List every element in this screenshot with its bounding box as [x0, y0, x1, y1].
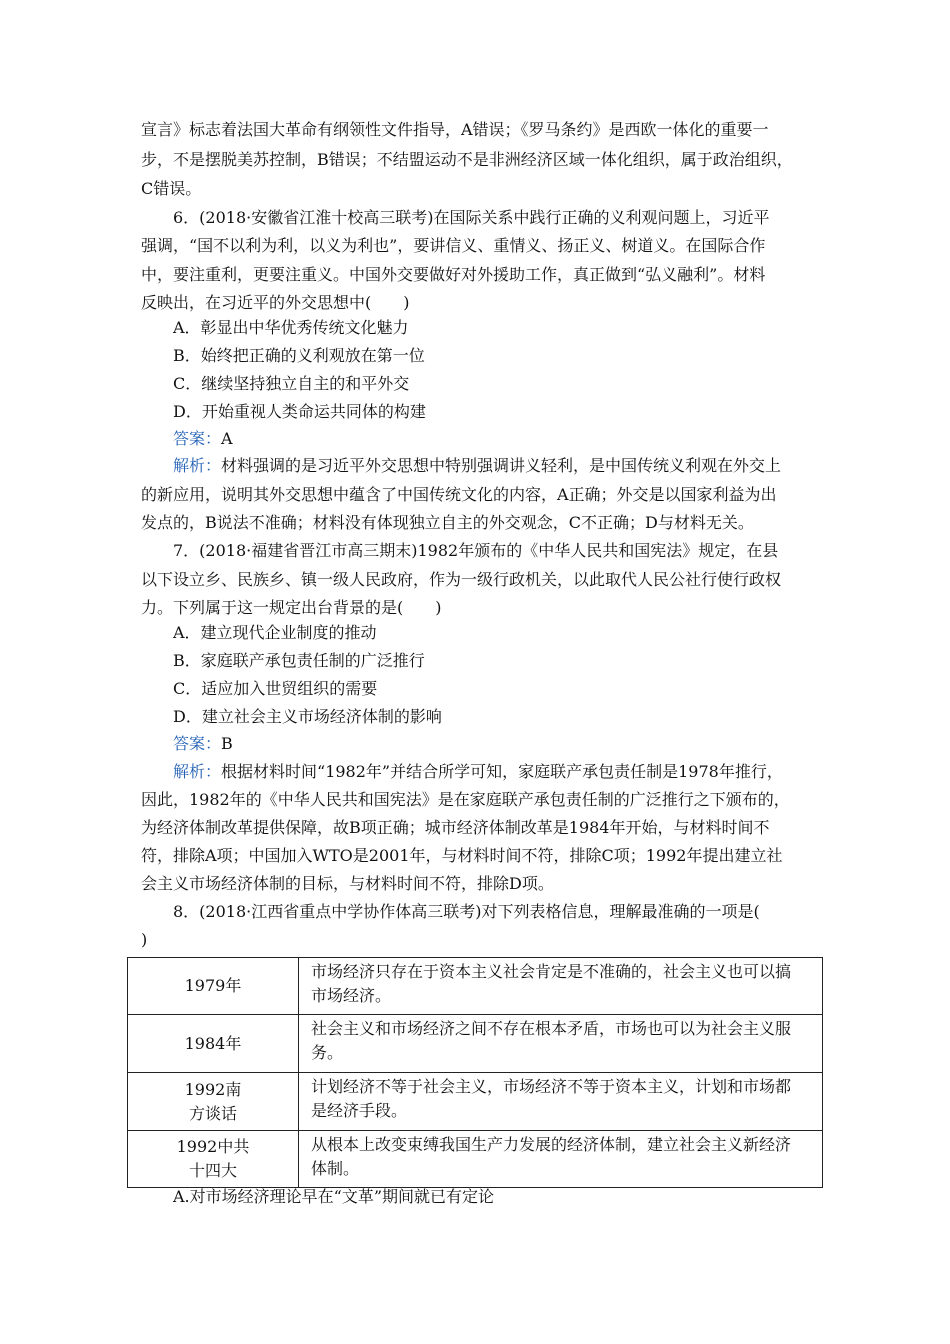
q7-analysis-line-5: 会主义市场经济体制的目标，与材料时间不符，排除D项。: [141, 874, 554, 893]
q8-stem-line-2: ): [141, 930, 148, 949]
year-text: 十四大: [188, 1161, 237, 1180]
table-year-cell: [128, 1131, 299, 1188]
q6-answer: [0, 428, 950, 450]
table-text-cell: [299, 1073, 823, 1131]
table-year-cell: [128, 1073, 299, 1131]
table-row: [128, 958, 823, 1015]
q6-analysis-text-1: 材料强调的是习近平外交思想中特别强调讲义轻利，是中国传统义利观在外交上: [221, 456, 782, 475]
q7-analysis-line-1: [0, 761, 950, 783]
q6-analysis-line-1: [0, 455, 950, 477]
cell-text: 务。: [311, 1043, 344, 1062]
q7-analysis-line-4: 符，排除A项；中国加入WTO是2001年，与材料时间不符，排除C项；1992年提出建立社: [141, 846, 783, 865]
q7-stem-line-2: 以下设立乡、民族乡、镇一级人民政府，作为一级行政机关，以此取代人民公社行使行政权: [141, 570, 782, 589]
q7-stem-line-1: 7．(2018·福建省晋江市高三期末)1982年颁布的《中华人民共和国宪法》规定，在县: [173, 541, 779, 560]
intro-line-2: 步，不是摆脱美苏控制，B错误；不结盟运动不是非洲经济区域一体化组织，属于政治组织，: [141, 150, 793, 169]
q6-option-d: D．开始重视人类命运共同体的构建: [173, 402, 426, 421]
cell-text: 体制。: [311, 1159, 360, 1178]
year-text: 1979年: [184, 976, 242, 995]
q7-answer: [0, 733, 950, 755]
table-row: [128, 1131, 823, 1188]
year-text: 1992中共: [176, 1137, 250, 1156]
q6-analysis-line-2: 的新应用，说明其外交思想中蕴含了中国传统文化的内容，A正确；外交是以国家利益为出: [141, 485, 777, 504]
q7-option-a: A．建立现代企业制度的推动: [173, 623, 377, 642]
q6-option-c: C．继续坚持独立自主的和平外交: [173, 374, 410, 393]
table-row: [128, 1015, 823, 1073]
q8-stem-line-1: 8．(2018·江西省重点中学协作体高三联考)对下列表格信息，理解最准确的一项是(: [173, 902, 760, 921]
year-text: 方谈话: [188, 1103, 237, 1123]
table-text-cell: [299, 1131, 823, 1188]
cell-text: 是经济手段。: [311, 1101, 408, 1120]
q6-option-b: B．始终把正确的义利观放在第一位: [173, 346, 425, 365]
q8-info-table: [127, 957, 823, 1188]
table-year-cell: [128, 1015, 299, 1073]
q7-option-d: D．建立社会主义市场经济体制的影响: [173, 707, 442, 726]
intro-line-3: C错误。: [141, 179, 202, 198]
q8-option-a: A.对市场经济理论早在“文革”期间就已有定论: [173, 1187, 495, 1206]
q6-analysis-line-3: 发点的，B说法不准确；材料没有体现独立自主的外交观念，C不正确；D与材料无关。: [141, 513, 754, 532]
q7-analysis-label: 解析：: [173, 762, 222, 781]
cell-text: 市场经济。: [311, 986, 392, 1005]
table-text-cell: [299, 958, 823, 1015]
cell-text: 从根本上改变束缚我国生产力发展的经济体制，建立社会主义新经济: [311, 1135, 792, 1154]
cell-text: 社会主义和市场经济之间不存在根本矛盾，市场也可以为社会主义服: [311, 1019, 792, 1038]
cell-text: 市场经济只存在于资本主义社会肯定是不准确的，社会主义也可以搞: [311, 962, 792, 981]
q7-answer-value: B: [221, 734, 233, 753]
q7-option-b: B．家庭联产承包责任制的广泛推行: [173, 651, 425, 670]
table-row: [128, 1073, 823, 1131]
q6-stem-line-1: 6．(2018·安徽省江淮十校高三联考)在国际关系中践行正确的义利观问题上，习近平: [173, 208, 770, 227]
year-text: 1984年: [184, 1033, 242, 1053]
table-year-cell: [128, 958, 299, 1015]
q7-analysis-line-2: 因此，1982年的《中华人民共和国宪法》是在家庭联产承包责任制的广泛推行之下颁布的，: [141, 790, 790, 809]
table-text-cell: [299, 1015, 823, 1073]
q6-option-a: A．彰显出中华优秀传统文化魅力: [173, 318, 409, 337]
intro-line-1: 宣言》标志着法国大革命有纲领性文件指导，A错误；《罗马条约》是西欧一体化的重要一: [141, 120, 769, 139]
q7-analysis-text-1: 根据材料时间“1982年”并结合所学可知，家庭联产承包责任制是1978年推行，: [221, 762, 783, 781]
q7-option-c: C．适应加入世贸组织的需要: [173, 679, 378, 698]
q7-stem-line-3: 力。下列属于这一规定出台背景的是( ): [141, 598, 442, 617]
q6-stem-line-3: 中，要注重利，更要注重义。中国外交要做好对外援助工作，真正做到“弘义融利”。材料: [141, 265, 766, 284]
q7-analysis-line-3: 为经济体制改革提供保障，故B项正确；城市经济体制改革是1984年开始，与材料时间不: [141, 818, 770, 837]
q6-stem-line-2: 强调，“国不以利为利，以义为利也”，要讲信义、重情义、扬正义、树道义。在国际合作: [141, 236, 766, 255]
q6-stem-line-4: 反映出，在习近平的外交思想中( ): [141, 293, 410, 312]
q6-answer-label: 答案：: [173, 429, 222, 448]
cell-text: 计划经济不等于社会主义，市场经济不等于资本主义，计划和市场都: [311, 1077, 792, 1096]
q6-answer-value: A: [221, 429, 233, 448]
year-text: 1992南: [184, 1079, 242, 1099]
q7-answer-label: 答案：: [173, 734, 222, 753]
q6-analysis-label: 解析：: [173, 456, 222, 475]
